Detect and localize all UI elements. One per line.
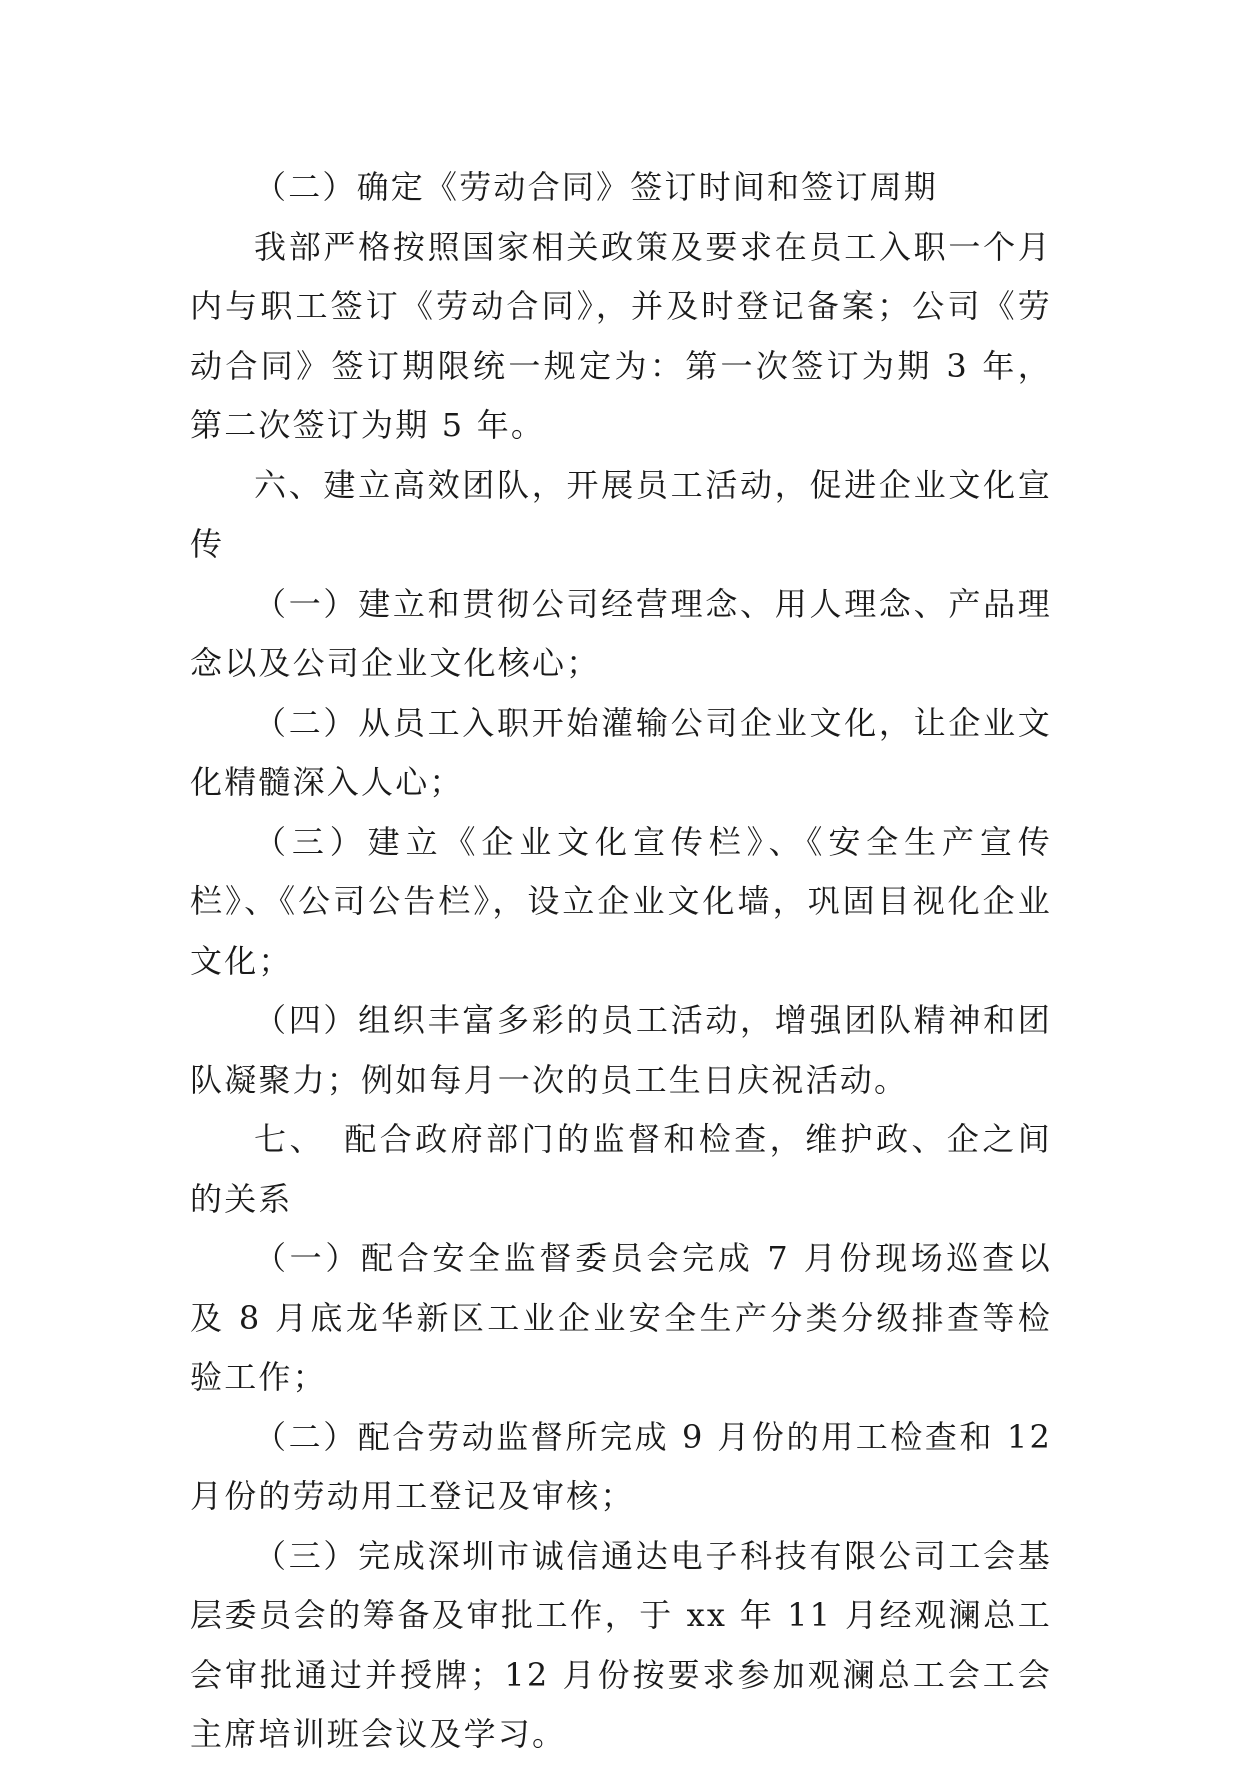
paragraph-labor-contract-terms: 我部严格按照国家相关政策及要求在员工入职一个月内与职工签订《劳动合同》，并及时登记备案；公司《劳动合同》签订期限统一规定为：第一次签订为期 3 年，第二次签订为期 5 年。: [190, 227, 1052, 444]
document-body: [190, 158, 1052, 1765]
paragraph-bulletin-boards: （三）建立《企业文化宣传栏》、《安全生产宣传栏》、《公司公告栏》，设立企业文化墙，巩固目视化企业文化；: [190, 822, 1052, 980]
paragraph-labor-contract-heading: （二）确定《劳动合同》签订时间和签订周期: [254, 168, 939, 206]
paragraph-labor-inspection: （二）配合劳动监督所完成 9 月份的用工检查和 12 月份的劳动用工登记及审核；: [190, 1417, 1052, 1515]
paragraph-union-committee: （三）完成深圳市诚信通达电子科技有限公司工会基层委员会的筹备及审批工作，于 xx 年 11 月经观澜总工会审批通过并授牌；12 月份按要求参加观澜总工会工会主席培训班会议及学习。: [190, 1536, 1052, 1753]
section-heading-government-cooperation: 七、 配合政府部门的监督和检查，维护政、企之间的关系: [190, 1120, 1052, 1218]
paragraph-safety-inspection: （一）配合安全监督委员会完成 7 月份现场巡查以及 8 月底龙华新区工业企业安全生产分类分级排查等检验工作；: [190, 1239, 1052, 1396]
paragraph-culture-onboarding: （二）从员工入职开始灌输公司企业文化，让企业文化精髓深入人心；: [190, 703, 1052, 801]
section-heading-team-building: 六、建立高效团队，开展员工活动，促进企业文化宣传: [190, 465, 1052, 563]
paragraph-employee-activities: （四）组织丰富多彩的员工活动，增强团队精神和团队凝聚力；例如每月一次的员工生日庆祝活动。: [190, 1001, 1052, 1099]
paragraph-company-concepts: （一）建立和贯彻公司经营理念、用人理念、产品理念以及公司企业文化核心；: [190, 584, 1052, 682]
